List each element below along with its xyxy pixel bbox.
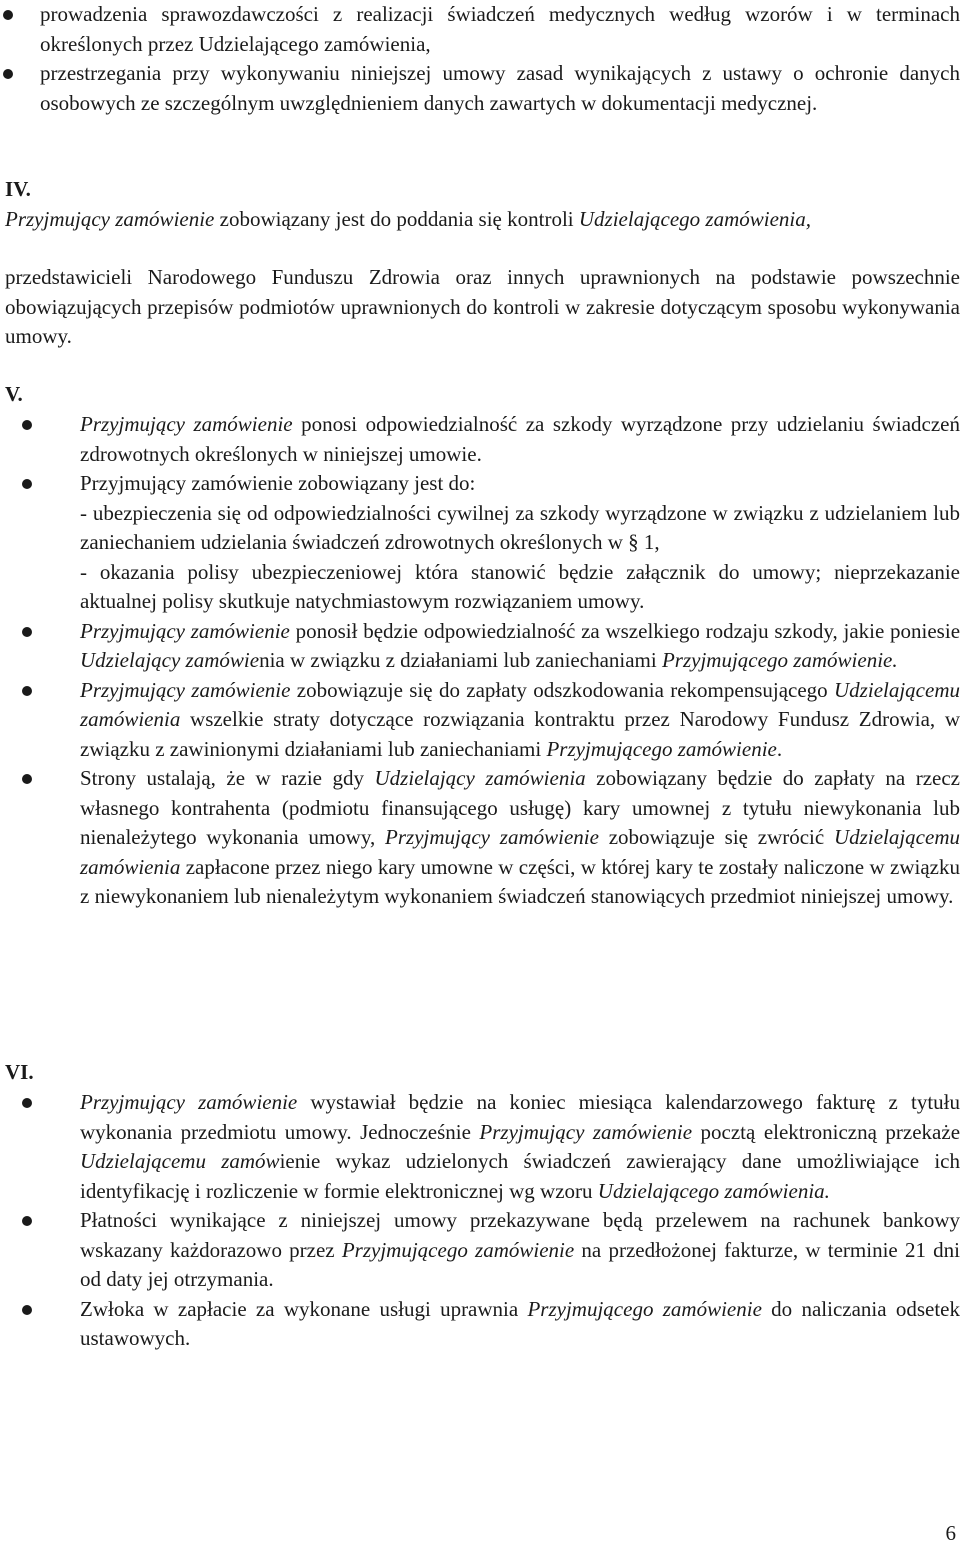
bullet-icon	[22, 420, 32, 430]
section-iv-paragraph-1: Przyjmujący zamówienie zobowiązany jest do poddania się kontroli Udzielającego zamówienia,	[5, 207, 812, 231]
list-item: Strony ustalają, że w razie gdy Udzielający zamówienia zobowiązany będzie do zapłaty na rzecz własnego kontrahenta (podmiotu finansującego usługę) kary umownej z tytułu niewykonania lub nienależytego wykonania umowy, Przyjmujący zamówienie zobowiązuje się zwrócić Udzielającemu zamówienia zapłacone przez niego kary umowne w części, w której kary te zostały naliczone w związku z niewykonaniem lub nienależytym wykonaniem świadczeń stanowiących przedmiot niniejszej umowy.	[0, 764, 960, 912]
party-name: Udzielającego zamówienia,	[578, 207, 812, 231]
bullet-icon	[22, 627, 32, 637]
list-item-text: przestrzegania przy wykonywaniu niniejszej umowy zasad wynikających z ustawy o ochronie danych osobowych ze szczególnym uwzględnieniem danych zawartych w dokumentacji medycznej.	[40, 61, 960, 115]
bullet-icon	[3, 69, 13, 79]
section-heading-iv: IV.	[5, 177, 31, 201]
list-item	[0, 59, 960, 118]
party-name: Przyjmujący zamówienie	[5, 207, 215, 231]
top-bullet-list	[0, 0, 960, 118]
list-item: Przyjmujący zamówienie zobowiązany jest do: - ubezpieczenia się od odpowiedzialności cywilnej za szkody wyrządzone w związku z udzielaniem lub zaniechaniem udzielania świadczeń zdrowotnych określonych w § 1, - okazania polisy ubezpieczeniowej która stanowić będzie załącznik do umowy; nieprzekazanie aktualnej polisy skutkuje natychmiastowym rozwiązaniem umowy.	[0, 469, 960, 617]
list-item: Przyjmujący zamówienie ponosi odpowiedzialność za szkody wyrządzone przy udzielaniu świadczeń zdrowotnych określonych w niniejszej umowie.	[0, 410, 960, 469]
list-item: Przyjmujący zamówienie ponosił będzie odpowiedzialność za wszelkiego rodzaju szkody, jakie poniesie Udzielający zamówienia w związku z działaniami lub zaniechaniami Przyjmującego zamówienie.	[0, 617, 960, 676]
bullet-icon	[22, 774, 32, 784]
section-v-list	[0, 410, 960, 912]
section-vi-list	[0, 1088, 960, 1354]
bullet-icon	[3, 10, 13, 20]
section-iv-paragraph-2: przedstawicieli Narodowego Funduszu Zdrowia oraz innych uprawnionych na podstawie powszechnie obowiązujących przepisów podmiotów uprawnionych do kontroli w zakresie dotyczącym sposobu wykonywania umowy.	[5, 265, 960, 348]
list-item: Zwłoka w zapłacie za wykonane usługi uprawnia Przyjmującego zamówienie do naliczania odsetek ustawowych.	[0, 1295, 960, 1354]
section-heading-vi: VI.	[5, 1060, 34, 1084]
bullet-icon	[22, 479, 32, 489]
page-number: 6	[945, 1521, 956, 1545]
list-item: Przyjmujący zamówienie zobowiązuje się do zapłaty odszkodowania rekompensującego Udzielającemu zamówienia wszelkie straty dotyczące rozwiązania kontraktu przez Narodowy Fundusz Zdrowia, w związku z zawinionymi działaniami lub zaniechaniami Przyjmującego zamówienie.	[0, 676, 960, 765]
bullet-icon	[22, 1098, 32, 1108]
bullet-icon	[22, 686, 32, 696]
list-item: Płatności wynikające z niniejszej umowy przekazywane będą przelewem na rachunek bankowy wskazany każdorazowo przez Przyjmującego zamówienie na przedłożonej fakturze, w terminie 21 dni od daty jej otrzymania.	[0, 1206, 960, 1295]
list-item	[0, 0, 960, 59]
section-heading-v: V.	[5, 382, 23, 406]
bullet-icon	[22, 1216, 32, 1226]
bullet-icon	[22, 1305, 32, 1315]
list-item: Przyjmujący zamówienie wystawiał będzie na koniec miesiąca kalendarzowego fakturę z tytułu wykonania przedmiotu umowy. Jednocześnie Przyjmujący zamówienie pocztą elektroniczną przekaże Udzielającemu zamówienie wykaz udzielonych świadczeń zawierający dane umożliwiające ich identyfikację i rozliczenie w formie elektronicznej wg wzoru Udzielającego zamówienia.	[0, 1088, 960, 1206]
list-item-text: prowadzenia sprawozdawczości z realizacji świadczeń medycznych według wzorów i w terminach określonych przez Udzielającego zamówienia,	[40, 2, 960, 56]
